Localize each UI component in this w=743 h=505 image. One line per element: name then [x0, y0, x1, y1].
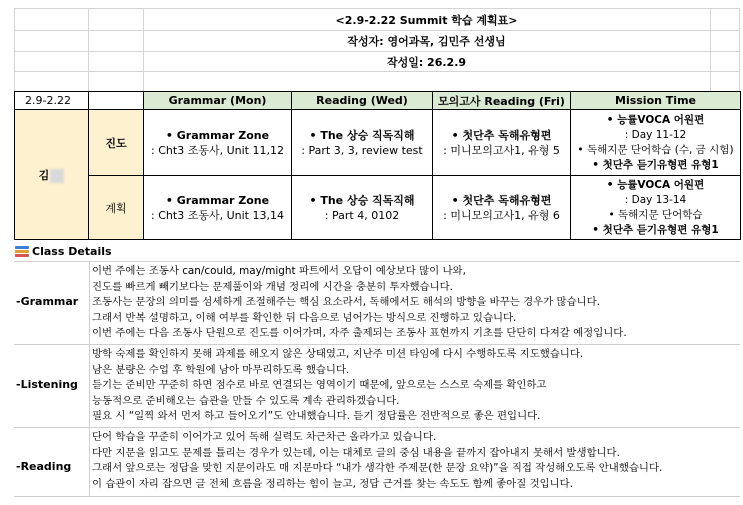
cell-line: : Cht3 조동사, Unit 11,12 — [151, 143, 284, 157]
student-name: 김 — [38, 168, 50, 182]
text-line: 이 습관이 자리 잡으면 글 전체 흐름을 정리하는 힘이 늘고, 정답 근거를 찾는 속도도 함께 좋아질 것입니다. — [92, 477, 574, 490]
class-details-heading — [15, 245, 112, 258]
divider — [89, 345, 90, 427]
cell-line: • Grammar Zone — [165, 128, 270, 142]
row-label-progress: 진도 — [89, 110, 144, 176]
grid-line — [739, 8, 740, 91]
progress-mission-cell — [571, 110, 741, 176]
divider — [89, 262, 90, 344]
section-label: -Listening — [16, 378, 78, 391]
progress-grammar-cell — [144, 110, 292, 176]
cell-line: • 첫단추 듣기유형편 유형1 — [592, 158, 719, 171]
plan-mock-cell — [433, 176, 571, 240]
text-line: 필요 시 “일찍 와서 먼저 하고 들어오기”도 안내했습니다. 듣기 정답률은 전반적으로 좋은 편입니다. — [92, 410, 541, 423]
plan-table — [14, 91, 741, 240]
text-line: 조동사는 문장의 의미를 섬세하게 조절해주는 핵심 요소라서, 독해에서도 해석의 방향을 바꾸는 경우가 많습니다. — [92, 296, 600, 309]
cell-line: • The 상승 직독직해 — [309, 128, 415, 142]
text-line: 능동적으로 준비해오는 습관을 만들 수 있도록 계속 관리하겠습니다. — [92, 394, 400, 407]
cell-line: • Grammar Zone — [165, 193, 270, 207]
redacted-name-block — [50, 169, 64, 183]
section-label: -Reading — [16, 460, 72, 473]
grid-line — [88, 8, 89, 91]
text-line: 다만 지문을 읽고도 문제를 틀리는 경우가 있는데, 이는 대체로 글의 중심 내용을 끝까지 잡아내지 못해서 발생합니다. — [92, 446, 620, 459]
detail-section-grammar — [14, 261, 740, 344]
plan-mission-cell — [571, 176, 741, 240]
section-text — [92, 264, 627, 342]
cell-line: : Cht3 조동사, Unit 13,14 — [151, 208, 284, 222]
col-header-reading: Reading (Wed) — [292, 92, 433, 110]
cell-line: • The 상승 직독직해 — [309, 193, 415, 207]
cell-line: • 능률VOCA 어원편 — [606, 178, 705, 191]
text-line: 듣기는 준비만 꾸준히 하면 점수로 바로 연결되는 영역이기 때문에, 앞으로는 스스로 숙제를 확인하고 — [92, 379, 547, 392]
col-header-mock-reading: 모의고사 Reading (Fri) — [433, 92, 571, 110]
col-header-grammar: Grammar (Mon) — [144, 92, 292, 110]
author-line: 작성자: 영어과목, 김민주 선생님 — [347, 34, 506, 48]
text-line: 이번 주에는 다음 조동사 단원으로 진도를 이어가며, 자주 출제되는 조동사 표현까지 기초를 단단히 다져갈 예정입니다. — [92, 327, 627, 340]
cell-line: • 첫단추 독해유형편 — [451, 128, 552, 142]
empty-header-cell — [89, 92, 144, 110]
detail-section-listening — [14, 344, 740, 427]
section-text — [92, 430, 662, 492]
cell-line: : 미니모의고사1, 유형 6 — [443, 208, 560, 222]
section-text — [92, 347, 583, 425]
sheet-title: <2.9-2.22 Summit 학습 계획표> — [335, 13, 518, 27]
cell-line: • 독해지문 단어학습 (수, 금 시험) — [577, 143, 734, 156]
text-line: 남은 분량은 수업 후 학원에 남아 마무리하도록 했습니다. — [92, 363, 350, 376]
plan-grammar-cell — [144, 176, 292, 240]
text-line: 단어 학습을 꾸준히 이어가고 있어 독해 실력도 차근차근 올라가고 있습니다. — [92, 431, 437, 443]
section-label: -Grammar — [16, 295, 79, 308]
progress-reading-cell — [292, 110, 433, 176]
cell-line: • 첫단추 독해유형편 — [451, 193, 552, 207]
detail-section-reading — [14, 427, 740, 497]
cell-line: : Part 4, 0102 — [324, 208, 400, 222]
text-line: 방학 숙제를 확인하지 못해 과제를 해오지 않은 상태였고, 지난주 미션 타임에 다시 수행하도록 지도했습니다. — [92, 348, 584, 360]
text-line: 그래서 앞으로는 정답을 맞힌 지문이라도 매 지문마다 “내가 생각한 주제문(한 문장 요약)”을 직접 작성해오도록 안내했습니다. — [92, 462, 663, 475]
cell-line: : Day 13-14 — [624, 193, 687, 206]
row-label-plan: 계획 — [89, 176, 144, 240]
date-line: 작성일: 26.2.9 — [386, 55, 467, 69]
cell-line: • 능률VOCA 어원편 — [606, 113, 705, 126]
cell-line: : Day 11-12 — [624, 128, 687, 141]
cell-line: : 미니모의고사1, 유형 5 — [443, 143, 560, 157]
period-cell: 2.9-2.22 — [15, 92, 89, 110]
divider — [89, 428, 90, 496]
books-icon — [15, 246, 29, 258]
cell-line: • 첫단추 듣기유형편 유형1 — [592, 223, 719, 236]
text-line: 이번 주에는 조동사 can/could, may/might 파트에서 오답이 예상보다 많이 나와, — [92, 265, 466, 277]
class-details-title: Class Details — [32, 245, 112, 258]
grid-line — [710, 8, 711, 91]
cell-line: : Part 3, 3, review test — [301, 143, 423, 157]
grid-line — [14, 8, 15, 91]
cell-line: • 독해지문 단어학습 — [608, 208, 703, 221]
col-header-mission-time: Mission Time — [571, 92, 741, 110]
plan-reading-cell — [292, 176, 433, 240]
text-line: 그래서 반복 설명하고, 이해 여부를 확인한 뒤 다음으로 넘어가는 방식으로 진행하고 있습니다. — [92, 311, 517, 324]
progress-mock-cell — [433, 110, 571, 176]
text-line: 진도를 빠르게 빼기보다는 문제풀이와 개념 정리에 시간을 충분히 투자했습니다. — [92, 280, 453, 293]
student-name-cell — [15, 110, 89, 240]
